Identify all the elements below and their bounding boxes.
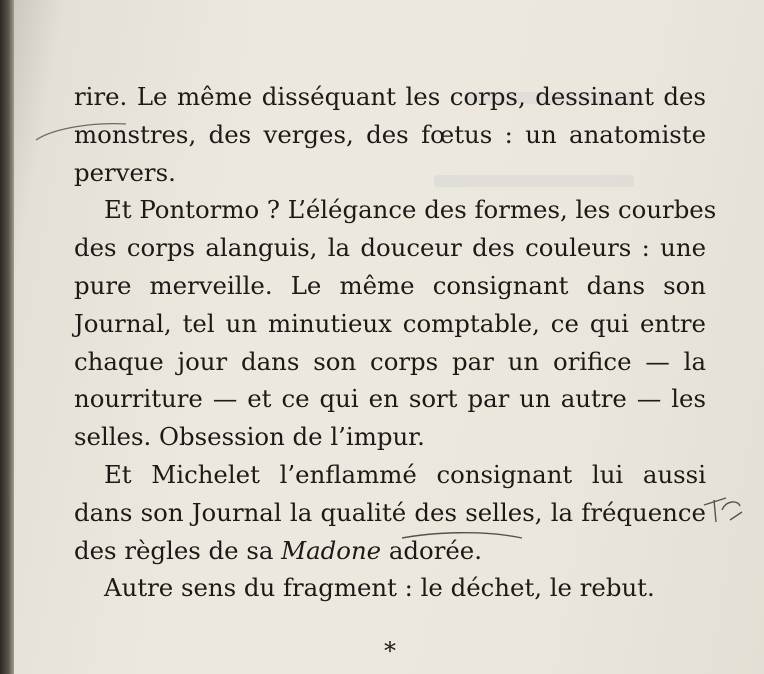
text-line: Et Pontormo ? L’élégance des formes, les courbes	[104, 195, 717, 225]
pencil-stroke-margin-icon	[36, 124, 126, 140]
text-line: monstres, des verges, des fœtus : un anatomiste	[74, 119, 706, 149]
italic-word: Madone	[281, 535, 382, 565]
text-line: pure merveille. Le même consignant dans son	[74, 270, 706, 300]
text-run: adorée.	[381, 535, 482, 565]
text-line: dans son Journal la qualité des selles, la fréquence	[74, 497, 706, 527]
text-line: des corps alanguis, la douceur des couleurs : une	[74, 233, 706, 263]
margin-pencil-mark-icon	[704, 498, 742, 522]
text-line: selles. Obsession de l’impur.	[74, 422, 425, 452]
text-line: chaque jour dans son corps par un orifice — la	[74, 346, 706, 376]
text-line: rire. Le même disséquant les corps, dessinant des	[74, 82, 706, 111]
section-ornament: *	[384, 637, 396, 665]
text-line: Journal, tel un minutieux comptable, ce qui entre	[74, 308, 706, 338]
pencil-underline-icon	[402, 533, 522, 538]
text-line: pervers.	[74, 157, 176, 187]
book-page	[14, 0, 764, 674]
text-line: Autre sens du fragment : le déchet, le rebut.	[104, 573, 655, 603]
book-gutter	[0, 0, 14, 674]
text-run: des règles de sa	[74, 535, 282, 565]
pencil-annotations	[14, 0, 764, 674]
text-line: Et Michelet l’enflammé consignant lui aussi	[104, 459, 706, 489]
text-line: nourriture — et ce qui en sort par un autre — les	[74, 384, 706, 414]
